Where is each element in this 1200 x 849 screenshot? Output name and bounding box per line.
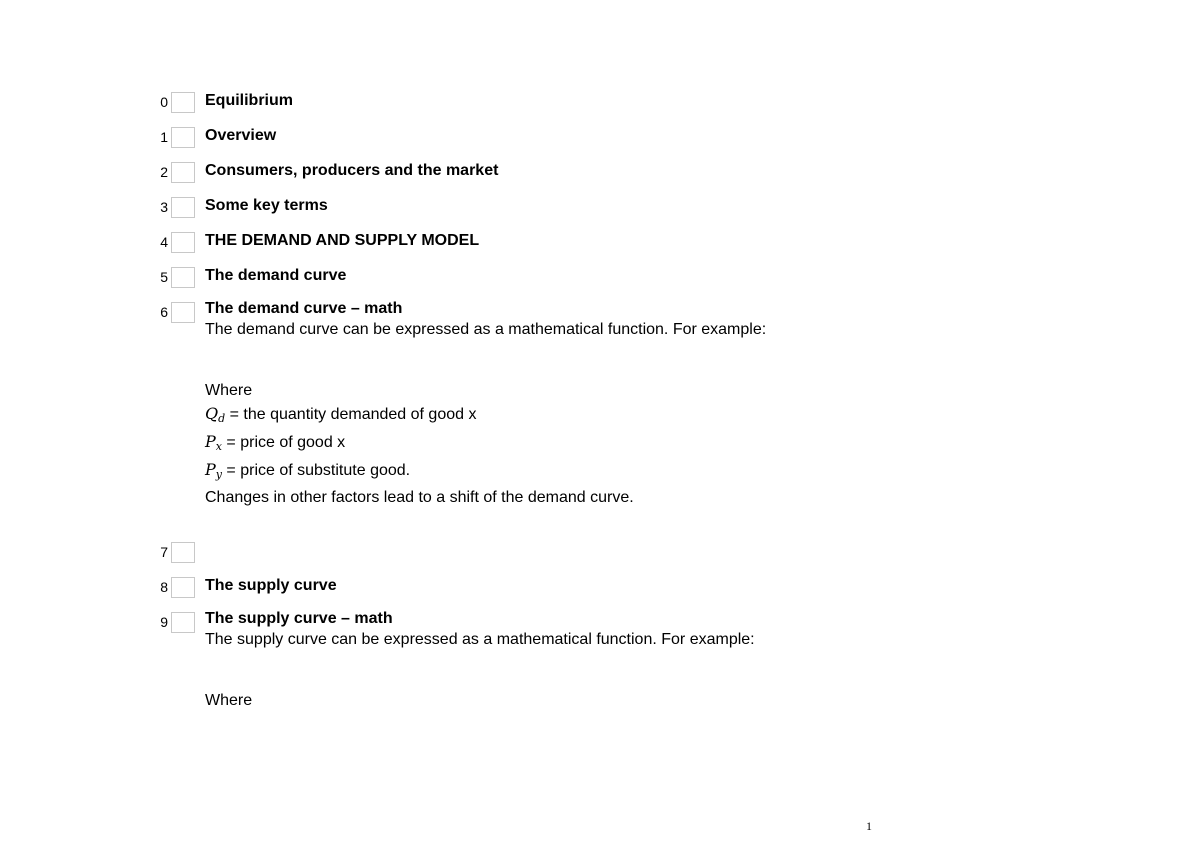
- slide-thumbnail: [171, 92, 195, 113]
- definition-line: $P_y$ = price of substitute good.: [205, 460, 411, 481]
- where-label: Where: [205, 692, 253, 709]
- slide-thumbnail: [171, 577, 195, 598]
- definition-line: $Q_d$ = the quantity demanded of good x: [205, 404, 477, 425]
- slide-entry: [154, 159, 1054, 184]
- slide-thumbnail: [171, 612, 195, 633]
- slide-thumbnail: [171, 542, 195, 563]
- slide-title: Some key terms: [205, 197, 328, 214]
- slide-title: Overview: [205, 127, 277, 144]
- slide-entry: [154, 124, 1054, 149]
- slide-intro-text: The demand curve can be expressed as a mathematical function. For example:: [205, 321, 767, 338]
- slide-thumbnail: [171, 267, 195, 288]
- slide-number: 4: [160, 234, 168, 250]
- slide-intro-text: The supply curve can be expressed as a mathematical function. For example:: [205, 631, 755, 648]
- slide-title: The supply curve: [205, 577, 337, 594]
- math-variable: $P_x$: [205, 432, 222, 453]
- slide-number: 1: [160, 129, 168, 145]
- slide-number: 9: [160, 614, 168, 630]
- slide-entry: [154, 299, 1054, 509]
- definition-line: $P_x$ = price of good x: [205, 432, 346, 453]
- slide-title: The demand curve – math: [205, 300, 403, 317]
- slide-title: The supply curve – math: [205, 610, 393, 627]
- slide-number: 3: [160, 199, 168, 215]
- slide-entry: [154, 264, 1054, 289]
- slide-entry: [154, 609, 1054, 712]
- where-label: Where: [205, 382, 253, 399]
- slide-thumbnail: [171, 162, 195, 183]
- slide-number: 2: [160, 164, 168, 180]
- closing-text: Changes in other factors lead to a shift of the demand curve.: [205, 489, 634, 506]
- slide-thumbnail: [171, 127, 195, 148]
- slide-entry: [154, 229, 1054, 254]
- slide-title: The demand curve: [205, 267, 347, 284]
- slide-thumbnail: [171, 302, 195, 323]
- page-number: 1: [866, 819, 872, 833]
- slide-title: Equilibrium: [205, 92, 293, 109]
- slide-title: Consumers, producers and the market: [205, 162, 499, 179]
- equation-space: [205, 651, 1054, 689]
- slide-entry: [154, 194, 1054, 219]
- slide-thumbnail: [171, 232, 195, 253]
- slide-number: 8: [160, 579, 168, 595]
- slide-number: 6: [160, 304, 168, 320]
- equation-space: [205, 341, 1054, 379]
- slide-outline: [154, 89, 1054, 722]
- math-variable: $P_y$: [205, 460, 222, 481]
- slide-title: THE DEMAND AND SUPPLY MODEL: [205, 232, 480, 249]
- slide-entry: [154, 539, 1054, 564]
- slide-number: 5: [160, 269, 168, 285]
- slide-thumbnail: [171, 197, 195, 218]
- slide-entry: [154, 89, 1054, 114]
- math-variable: $Q_d$: [205, 404, 226, 425]
- slide-entry: [154, 574, 1054, 599]
- slide-number: 0: [160, 94, 168, 110]
- slide-number: 7: [160, 544, 168, 560]
